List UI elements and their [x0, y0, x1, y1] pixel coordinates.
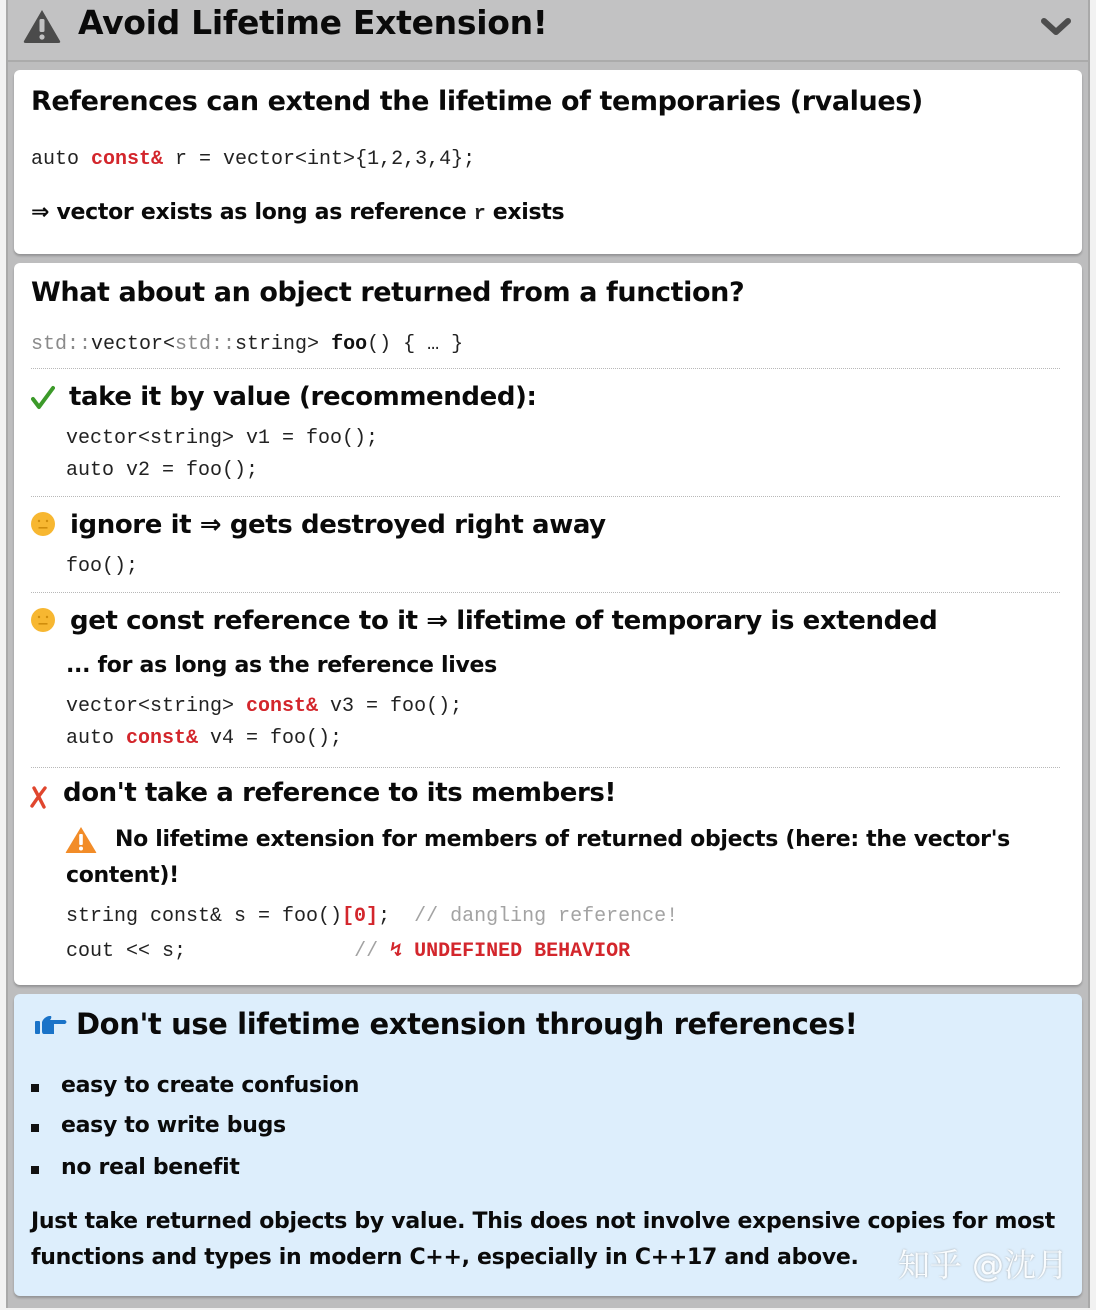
code-text: string> — [235, 333, 332, 356]
watermark: 知乎 @沈月 — [897, 1246, 1068, 1284]
card-tip — [14, 994, 1082, 1296]
bullet-icon — [31, 1166, 39, 1174]
arrow-icon: ⇒ — [31, 200, 50, 225]
code-text: cout << s; — [66, 940, 187, 963]
divider — [31, 767, 1060, 768]
section-title: don't take a reference to its members! — [63, 778, 616, 808]
code-keyword: const& — [126, 727, 199, 750]
lightning-icon: ↯ — [390, 940, 403, 963]
warning-text: content)! — [66, 863, 179, 888]
code-line — [66, 937, 630, 963]
code-line — [66, 905, 678, 928]
code-text: vector< — [91, 333, 176, 356]
code-function: foo — [331, 333, 368, 356]
checkmark-icon — [31, 385, 55, 411]
code-text: vector<string> — [66, 695, 247, 718]
divider — [31, 592, 1060, 593]
code-line — [66, 695, 462, 718]
card-heading: What about an object returned from a function? — [31, 277, 745, 308]
card-lifetime-extension — [14, 70, 1082, 254]
pointing-hand-icon — [34, 1014, 68, 1036]
section-title: get const reference to it ⇒ lifetime of temporary is extended — [70, 606, 938, 636]
code-keyword: [0] — [342, 905, 379, 928]
list-item: easy to create confusion — [61, 1073, 360, 1098]
function-signature — [31, 333, 463, 356]
warning-text: No lifetime extension for members of returned objects (here: the vector's — [115, 827, 1010, 852]
divider — [31, 496, 1060, 497]
code-namespace: std:: — [175, 333, 236, 356]
code-line: auto v2 = foo(); — [66, 459, 259, 482]
code-text: v4 = foo(); — [198, 727, 343, 750]
code-text: v3 = foo(); — [318, 695, 463, 718]
neutral-face-icon — [30, 511, 56, 537]
divider — [31, 368, 1060, 369]
conclusion-text: functions and types in modern C++, especially in C++17 and above. — [31, 1245, 859, 1270]
code-line: vector<string> v1 = foo(); — [66, 427, 379, 450]
code-text: r = vector<int>{1,2,3,4}; — [163, 148, 476, 171]
list-item: easy to write bugs — [61, 1113, 286, 1138]
code-line: foo(); — [66, 555, 139, 578]
code-text: string const& s = foo() — [66, 905, 343, 928]
bullet-icon — [31, 1124, 39, 1132]
section-title: take it by value (recommended): — [69, 382, 537, 412]
code-text: auto — [66, 727, 127, 750]
bullet-icon — [31, 1084, 39, 1092]
list-item: no real benefit — [61, 1155, 240, 1180]
chevron-down-icon[interactable] — [1040, 16, 1072, 38]
conclusion-text: Just take returned objects by value. This does not involve expensive copies for most — [31, 1209, 1055, 1234]
note-text: exists — [485, 200, 565, 225]
neutral-face-icon — [30, 607, 56, 633]
section-subtitle: ... for as long as the reference lives — [66, 653, 497, 678]
code-keyword: const& — [91, 148, 164, 171]
code-var: r — [473, 203, 486, 226]
code-text: ; — [378, 905, 415, 928]
code-line — [31, 148, 475, 171]
cross-mark-icon — [29, 785, 49, 809]
code-padding — [186, 940, 354, 963]
code-comment: // dangling reference! — [414, 905, 679, 928]
warning-triangle-icon — [65, 826, 97, 854]
warning-triangle-icon — [22, 8, 62, 44]
code-text: () { … } — [367, 333, 464, 356]
section-title: ignore it ⇒ gets destroyed right away — [70, 510, 606, 540]
undefined-behavior-label: UNDEFINED BEHAVIOR — [402, 940, 631, 963]
code-line — [66, 727, 342, 750]
card-returned-object — [14, 263, 1082, 985]
note-text: vector exists as long as reference — [49, 200, 474, 225]
panel-header[interactable] — [8, 0, 1088, 62]
card-heading: Don't use lifetime extension through references! — [76, 1007, 858, 1041]
code-keyword: const& — [246, 695, 319, 718]
code-text: auto — [31, 148, 92, 171]
code-comment: // — [354, 940, 391, 963]
code-namespace: std:: — [31, 333, 92, 356]
card-heading: References can extend the lifetime of temporaries (rvalues) — [31, 86, 923, 117]
note-line — [31, 200, 564, 226]
panel-title: Avoid Lifetime Extension! — [78, 3, 548, 42]
slide-panel — [6, 0, 1090, 1308]
